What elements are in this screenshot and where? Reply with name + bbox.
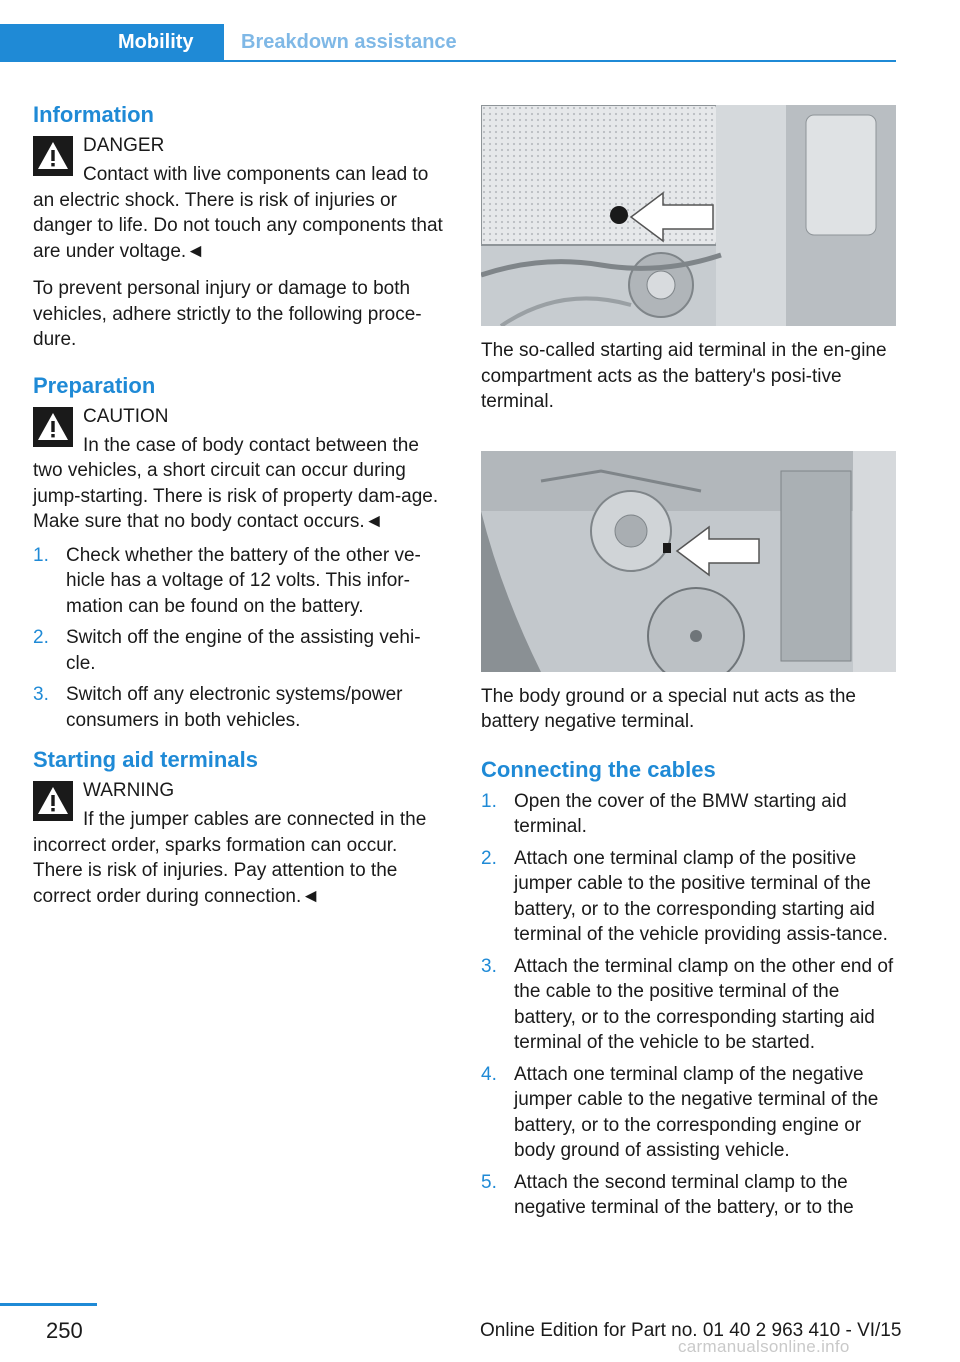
warning-text: incorrect order, sparks formation can occur. There is risk of injuries. Pay attention to the correct order during connection.◄ <box>33 834 398 907</box>
tab-mobility[interactable]: Mobility <box>0 24 224 61</box>
warning-label: WARNING <box>83 780 175 801</box>
caption-positive-terminal: The so-called starting aid terminal in the en-gine compartment acts as the battery's posi-tive terminal. <box>481 340 887 412</box>
starting-aid-terminals-heading: Starting aid terminals <box>33 747 258 772</box>
connecting-cables-heading: Connecting the cables <box>481 756 716 782</box>
left-column <box>33 100 449 909</box>
warning-first-line: If the jumper cables are connected in the <box>83 809 427 830</box>
connecting-steps <box>481 789 896 1221</box>
danger-notice <box>33 132 449 264</box>
caution-label: CAUTION <box>83 405 169 427</box>
footer-accent-line <box>0 1303 97 1306</box>
warning-triangle-icon <box>33 407 73 447</box>
engine-compartment-positive-terminal-image <box>481 105 896 326</box>
danger-text: an electric shock. There is risk of injuries or danger to life. Do not touch any components that are under voltage.◄ <box>33 189 443 262</box>
warning-triangle-icon <box>33 136 73 176</box>
caution-notice <box>33 403 449 535</box>
warning-notice <box>33 777 449 909</box>
caption-negative-terminal: The body ground or a special nut acts as the battery negative terminal. <box>481 685 856 732</box>
right-column <box>481 100 896 1227</box>
list-item: 4. Attach one terminal clamp of the negative jumper cable to the negative terminal of the battery, or to the corresponding engine or body ground of assisting vehicle. <box>481 1063 879 1161</box>
watermark: carmanualsonline.info <box>678 1337 850 1356</box>
list-item: 2. Attach one terminal clamp of the positive jumper cable to the positive terminal of the battery, or to the corresponding starting aid terminal of the vehicle providing assis-tance. <box>481 847 888 945</box>
list-item: 2. Switch off the engine of the assisting vehi-cle. <box>33 627 421 674</box>
list-item: 5. Attach the second terminal clamp to the negative terminal of the battery, or to the <box>481 1171 854 1218</box>
engine-compartment-negative-terminal-image <box>481 451 896 672</box>
list-item: 3. Attach the terminal clamp on the other end of the cable to the positive terminal of the battery, or to the corresponding starting aid terminal of the vehicle to be started. <box>481 955 894 1053</box>
intro-paragraph: To prevent personal injury or damage to both vehicles, adhere strictly to the following proce-dure. <box>33 278 422 350</box>
caution-text: two vehicles, a short circuit can occur during jump-starting. There is risk of property dam-age. Make sure that no body contact occurs.◄ <box>33 460 439 532</box>
preparation-heading: Preparation <box>33 372 156 398</box>
caution-first-line: In the case of body contact between the <box>83 434 419 456</box>
list-item: 1. Open the cover of the BMW starting aid terminal. <box>481 790 847 837</box>
danger-label: DANGER <box>83 135 165 156</box>
tab-breakdown-assistance[interactable]: Breakdown assistance <box>241 31 457 53</box>
danger-first-line: Contact with live components can lead to <box>83 164 429 185</box>
edition-text: Online Edition for Part no. 01 40 2 963 410 - VI/15 <box>480 1320 902 1341</box>
warning-triangle-icon <box>33 781 73 821</box>
list-item: 1. Check whether the battery of the other ve-hicle has a voltage of 12 volts. This infor-mation can be found on the battery. <box>33 544 421 617</box>
list-item: 3. Switch off any electronic systems/power consumers in both vehicles. <box>33 684 403 731</box>
information-heading: Information <box>33 102 154 127</box>
preparation-steps <box>33 543 449 734</box>
page-number: 250 <box>46 1318 83 1343</box>
page-header <box>0 24 896 62</box>
